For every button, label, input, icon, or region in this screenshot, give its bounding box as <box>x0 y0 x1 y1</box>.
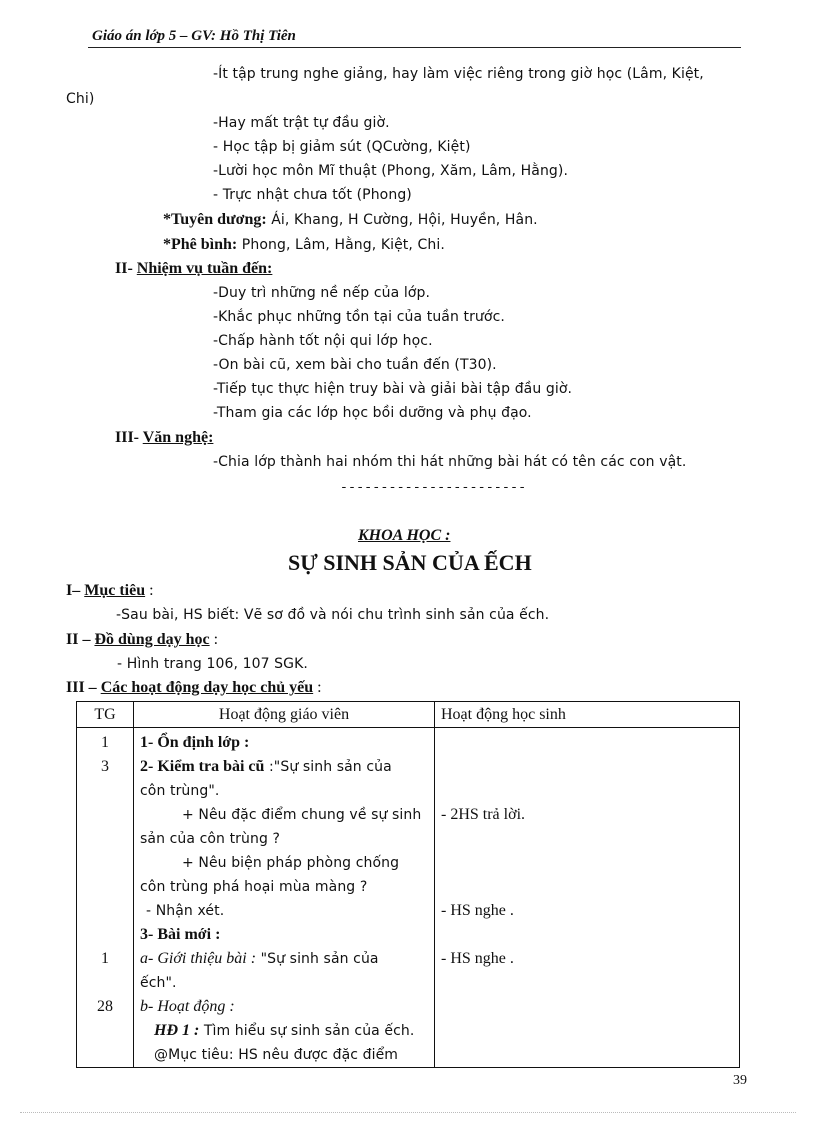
heading-prefix: III – <box>66 679 101 696</box>
teacher-line-text: :"Sự sinh sản của <box>264 759 392 775</box>
separator: ----------------------- <box>340 480 527 495</box>
student-line: - 2HS trả lời. <box>441 806 526 823</box>
teacher-line: 1- Ổn định lớp : <box>140 734 250 751</box>
heading-prefix: III- <box>115 429 143 446</box>
header-teacher: Hoạt động giáo viên <box>134 702 435 728</box>
task-item: -Chấp hành tốt nội qui lớp học. <box>213 333 433 349</box>
task-item: -Khắc phục những tồn tại của tuần trước. <box>213 309 505 325</box>
student-line: - HS nghe . <box>441 950 514 967</box>
heading-prefix: II- <box>115 260 137 277</box>
teacher-line-bold: HĐ 1 : <box>154 1022 200 1039</box>
teacher-line: - Nhận xét. <box>146 903 225 919</box>
task-item: -On bài cũ, xem bài cho tuần đến (T30). <box>213 357 497 373</box>
lesson-title: SỰ SINH SẢN CỦA ẾCH <box>288 550 532 575</box>
teacher-line-bold: 2- Kiểm tra bài cũ <box>140 758 265 775</box>
teacher-line: côn trùng". <box>140 783 220 799</box>
header-student: Hoạt động học sinh <box>435 702 740 728</box>
heading-text: Văn nghệ: <box>142 429 214 446</box>
text-line: - Học tập bị giảm sút (QCường, Kiệt) <box>213 139 471 155</box>
teacher-line-text: Tìm hiểu sự sinh sản của ếch. <box>199 1023 415 1039</box>
text-line: - Trực nhật chưa tốt (Phong) <box>213 187 412 203</box>
criticism-label: *Phê bình: <box>163 236 238 253</box>
teacher-line: côn trùng phá hoại mùa màng ? <box>140 879 368 895</box>
text-line: -Hay mất trật tự đầu giờ. <box>213 115 390 131</box>
teacher-line: sản của côn trùng ? <box>140 831 281 847</box>
page-bottom-divider <box>20 1112 796 1113</box>
task-item: -Tham gia các lớp học bồi dưỡng và phụ đạo. <box>213 405 532 421</box>
teacher-line-text: "Sự sinh sản của <box>256 951 379 967</box>
text-line: Chi) <box>66 91 95 107</box>
heading-suffix: : <box>313 679 322 696</box>
heading-prefix: I– <box>66 582 85 599</box>
heading-text: Mục tiêu <box>84 582 146 599</box>
heading-suffix: : <box>145 582 154 599</box>
activities-heading <box>66 679 322 697</box>
teacher-line <box>140 1019 428 1043</box>
task-item: -Tiếp tục thực hiện truy bài và giải bài tập đầu giờ. <box>213 381 573 397</box>
text-line: -Lười học môn Mĩ thuật (Phong, Xăm, Lâm, Hằng). <box>213 163 569 179</box>
teacher-line <box>140 947 428 971</box>
heading-text: Nhiệm vụ tuần đến: <box>136 260 273 277</box>
tg-value: 1 <box>101 950 109 967</box>
heading-text: Các hoạt động dạy học chủ yếu <box>100 679 314 696</box>
page-number: 39 <box>733 1073 747 1088</box>
student-cell <box>435 728 740 1068</box>
table-row <box>77 728 740 1068</box>
tg-value: 1 <box>101 734 109 751</box>
materials-heading <box>66 631 218 649</box>
heading-suffix: : <box>209 631 219 648</box>
teacher-cell <box>134 728 435 1068</box>
section-heading-3 <box>115 429 213 447</box>
praise-line <box>163 211 538 229</box>
heading-prefix: II – <box>66 631 95 648</box>
tg-value: 28 <box>97 998 113 1015</box>
header-rule <box>88 47 741 48</box>
teacher-line: ếch". <box>140 975 177 991</box>
teacher-line <box>140 755 428 779</box>
teacher-line: b- Hoạt động : <box>140 998 235 1015</box>
student-line: - HS nghe . <box>441 902 514 919</box>
activities-table <box>76 701 740 1068</box>
header-tg: TG <box>77 702 134 728</box>
praise-text: Ái, Khang, H Cường, Hội, Huyền, Hân. <box>266 212 538 228</box>
teacher-line: + Nêu đặc điểm chung về sự sinh <box>182 807 422 823</box>
tg-value: 3 <box>101 758 109 775</box>
teacher-line: 3- Bài mới : <box>140 926 221 943</box>
objective-text: -Sau bài, HS biết: Vẽ sơ đồ và nói chu trình sinh sản của ếch. <box>116 607 550 623</box>
text-line: -Ít tập trung nghe giảng, hay làm việc riêng trong giờ học (Lâm, Kiệt, <box>213 66 704 82</box>
task-item: -Duy trì những nề nếp của lớp. <box>213 285 431 301</box>
table-header-row <box>77 702 740 728</box>
teacher-line: + Nêu biện pháp phòng chống <box>182 855 400 871</box>
subject-title: KHOA HỌC : <box>358 527 451 544</box>
section-heading-2 <box>115 260 272 278</box>
criticism-line <box>163 236 445 254</box>
page-header: Giáo án lớp 5 – GV: Hồ Thị Tiên <box>92 28 296 44</box>
tg-cell <box>77 728 134 1068</box>
teacher-line: @Mục tiêu: HS nêu được đặc điểm <box>154 1047 399 1063</box>
heading-text: Đồ dùng dạy học <box>94 631 210 648</box>
teacher-line-italic: a- Giới thiệu bài : <box>140 950 257 967</box>
criticism-text: Phong, Lâm, Hằng, Kiệt, Chi. <box>237 237 445 253</box>
culture-item: -Chia lớp thành hai nhóm thi hát những bài hát có tên các con vật. <box>213 454 687 470</box>
materials-text: - Hình trang 106, 107 SGK. <box>117 656 308 672</box>
objective-heading <box>66 582 154 600</box>
praise-label: *Tuyên dương: <box>163 211 267 228</box>
